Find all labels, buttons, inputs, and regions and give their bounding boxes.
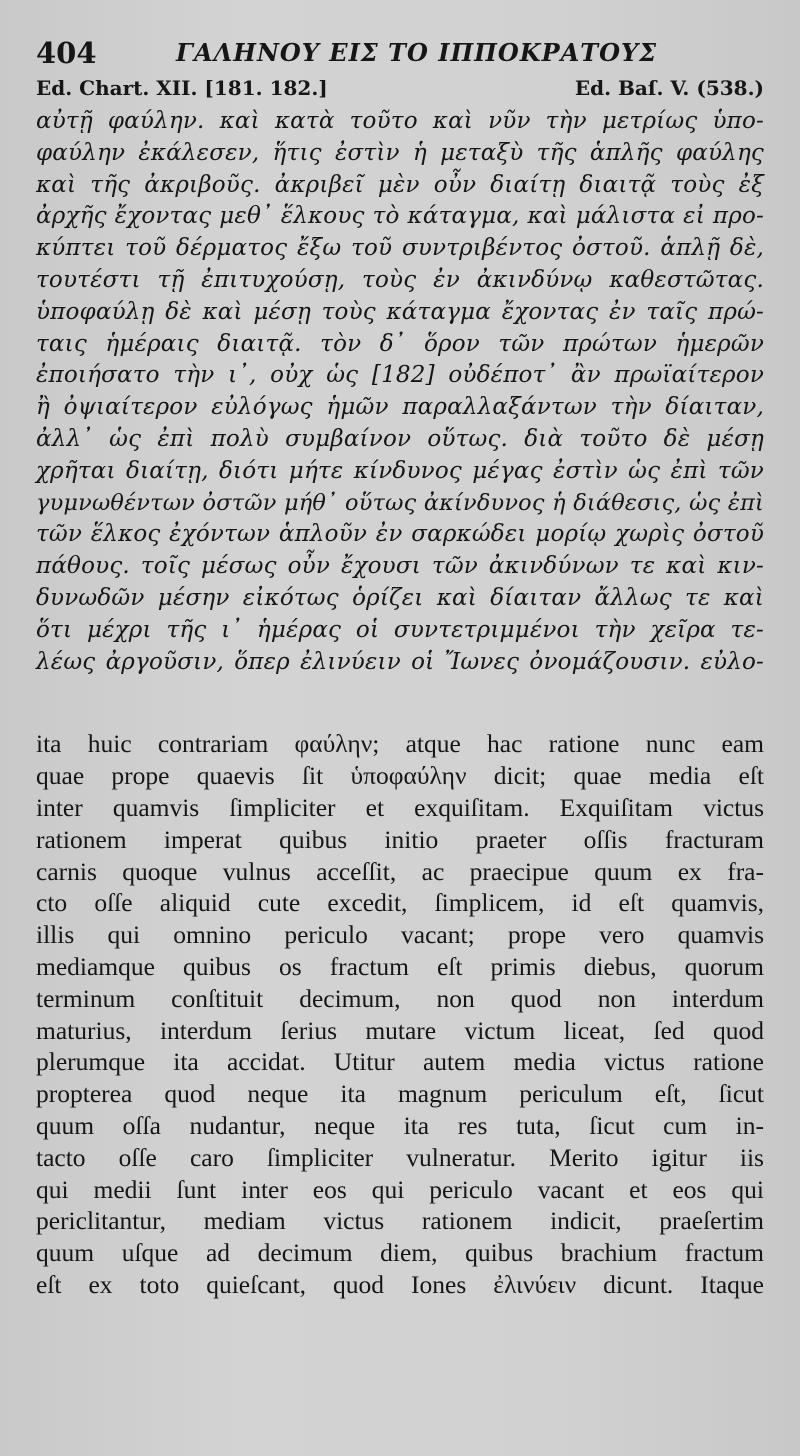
greek-line: κύπτει τοῦ δέρματος ἔξω τοῦ συντριβέντος ὀστοῦ. ἁπλῇ δὲ,: [36, 235, 764, 262]
latin-line: quum oſſa nudantur, neque ita res tuta, ſicut cum in-: [36, 1110, 764, 1140]
running-head: [36, 30, 764, 70]
latin-line: quae prope quaevis ſit ὑποφαύλην dicit; quae media eſt: [36, 761, 764, 791]
edition-chartier-reference: Ed. Chart. XII. [181. 182.]: [36, 76, 328, 100]
latin-line: propterea quod neque ita magnum periculum eſt, ſicut: [36, 1079, 764, 1109]
latin-line: eſt ex toto quieſcant, quod Iones ἐλινύειν dicunt. Itaque: [36, 1269, 764, 1299]
latin-line: carnis quoque vulnus acceſſit, ac praecipue quum ex fra-: [36, 856, 764, 886]
latin-line: cto oſſe aliquid cute excedit, ſimplicem, id eſt quamvis,: [36, 888, 764, 918]
greek-line: τῶν ἕλκος ἐχόντων ἁπλοῦν ἐν σαρκώδει μορίῳ χωρὶς ὀστοῦ: [36, 521, 764, 548]
latin-line: illis qui omnino periculo vacant; prope vero quamvis: [36, 920, 764, 950]
latin-line: ita huic contrariam φαύλην; atque hac ratione nunc eam: [36, 729, 764, 759]
latin-line: rationem imperat quibus initio praeter oſſis fracturam: [36, 824, 764, 854]
edition-reference-line: [36, 70, 764, 104]
latin-line: quum uſque ad decimum diem, quibus brachium fractum: [36, 1238, 764, 1268]
greek-line: ὅτι μέχρι τῆς ι᾽ ἡμέρας οἱ συντετριμμένοι τὴν χεῖρα τε-: [36, 616, 764, 643]
greek-line: ἀρχῆς ἔχοντας μεθ᾽ ἕλκους τὸ κάταγμα, καὶ μάλιστα εἰ προ-: [36, 203, 764, 230]
greek-line: ὑποφαύλῃ δὲ καὶ μέσῃ τοὺς κάταγμα ἔχοντας ἐν ταῖς πρώ-: [36, 298, 764, 325]
greek-line: ἢ ὀψιαίτερον εὐλόγως ἡμῶν παραλλαξάντων τὴν δίαιταν,: [36, 394, 764, 421]
latin-line: maturius, interdum ſerius mutare victum liceat, ſed quod: [36, 1015, 764, 1045]
latin-line: plerumque ita accidat. Utitur autem media victus ratione: [36, 1047, 764, 1077]
latin-line: periclitantur, mediam victus rationem indicit, praeſertim: [36, 1206, 764, 1236]
greek-line: τουτέστι τῇ ἐπιτυχούσῃ, τοὺς ἐν ἀκινδύνῳ καθεστῶτας.: [36, 266, 764, 293]
latin-line: terminum conſtituit decimum, non quod non interdum: [36, 983, 764, 1013]
greek-line: δυνωδῶν μέσην εἰκότως ὁρίζει καὶ δίαιταν ἄλλως τε καὶ: [36, 584, 764, 611]
greek-line: φαύλην ἐκάλεσεν, ἥτις ἐστὶν ἡ μεταξὺ τῆς ἁπλῆς φαύλης: [36, 139, 764, 166]
greek-text-block: [36, 106, 764, 678]
latin-text-block: [36, 728, 764, 1300]
page-number: 404: [36, 36, 97, 70]
latin-line: qui medii ſunt inter eos qui periculo vacant et eos qui: [36, 1174, 764, 1204]
edition-basel-reference: Ed. Baſ. V. (538.): [574, 76, 764, 100]
latin-line: inter quamvis ſimpliciter et exquiſitam. Exquiſitam victus: [36, 792, 764, 822]
running-title: ΓΑΛΗΝΟΥ ΕΙΣ ΤΟ ΙΠΠΟΚΡΑΤΟΥΣ: [176, 38, 658, 67]
greek-line: γυμνωθέντων ὀστῶν μήθ᾽ οὕτως ἀκίνδυνος ἡ διάθεσις, ὡς ἐπὶ: [36, 489, 764, 516]
latin-line: mediamque quibus os fractum eſt primis diebus, quorum: [36, 951, 764, 981]
greek-line: ἀλλ᾽ ὡς ἐπὶ πολὺ συμβαίνον οὕτως. διὰ τοῦτο δὲ μέσῃ: [36, 425, 764, 452]
latin-line: tacto oſſe caro ſimpliciter vulneratur. Merito igitur iis: [36, 1142, 764, 1172]
greek-line: ταις ἡμέραις διαιτᾷ. τὸν δ᾽ ὅρον τῶν πρώτων ἡμερῶν: [36, 330, 764, 357]
greek-line: χρῆται διαίτῃ, διότι μήτε κίνδυνος μέγας ἐστὶν ὡς ἐπὶ τῶν: [36, 457, 764, 484]
greek-line: λέως ἀργοῦσιν, ὅπερ ἐλινύειν οἱ Ἴωνες ὀνομάζουσιν. εὐλο-: [36, 648, 764, 675]
greek-line: ἐποιήσατο τὴν ι᾽, οὐχ ὡς [182] οὐδέποτ᾽ ἂν πρωϊαίτερον: [36, 362, 764, 389]
greek-line: καὶ τῆς ἀκριβοῦς. ἀκριβεῖ μὲν οὖν διαίτῃ διαιτᾷ τοὺς ἐξ: [36, 171, 764, 198]
greek-line: πάθους. τοῖς μέσως οὖν ἔχουσι τῶν ἀκινδύνων τε καὶ κιν-: [36, 553, 764, 580]
greek-line: αὐτῇ φαύλην. καὶ κατὰ τοῦτο καὶ νῦν τὴν μετρίως ὑπο-: [36, 108, 764, 134]
